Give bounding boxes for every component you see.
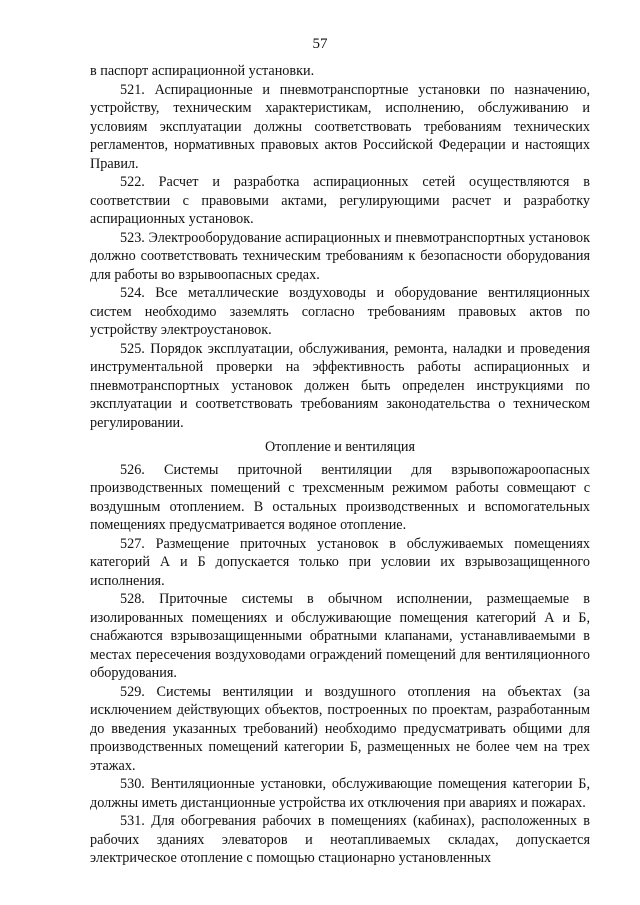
page-number: 57 <box>312 36 328 52</box>
paragraph-526: 526. Системы приточной вентиляции для взрывопожароопасных производственных помещений с трехсменным режимом работы совмещают с воздушным отоплением. В остальных производственных и вспомогательных помещениях предусматривается водяное отопление. <box>90 461 590 533</box>
section-heading: Отопление и вентиляция <box>264 439 416 455</box>
paragraph-531: 531. Для обогревания рабочих в помещениях (кабинах), расположенных в рабочих зданиях элеваторов и неотапливаемых складах, допускается электрическое отопление с помощью стационарно установленных <box>90 813 590 866</box>
paragraph-521: 521. Аспирационные и пневмотранспортные установки по назначению, устройству, техническим характеристикам, исполнению, обслуживанию и условиям эксплуатации должны соответствовать требованиям технических регламентов, нормативных правовых актов Российской Федерации и настоящих Правил. <box>90 81 590 172</box>
paragraph-523: 523. Электрооборудование аспирационных и пневмотранспортных установок должно соответствовать техническим требованиям к безопасности оборудования для работы во взрывоопасных средах. <box>90 229 590 283</box>
paragraph-528: 528. Приточные системы в обычном исполнении, размещаемые в изолированных помещениях и обслуживающие помещения категорий А и Б, снабжаются взрывозащищенными обратными клапанами, устанавливаемыми в местах пересечения воздуховодами ограждений помещений для вентиляционного оборудования. <box>90 591 590 681</box>
paragraph-529: 529. Системы вентиляции и воздушного отопления на объектах (за исключением действующих объектов, построенных по проектам, разработанным до введения указанных требований) необходимо предусматривать общими для производственных помещений категории Б, размещенных не более чем на трех этажах. <box>90 683 590 774</box>
paragraph-527: 527. Размещение приточных установок в обслуживаемых помещениях категорий А и Б допускается только при условии их взрывозащищенного исполнения. <box>90 535 590 589</box>
page-content <box>90 62 590 868</box>
paragraph-530: 530. Вентиляционные установки, обслуживающие помещения категории Б, должны иметь дистанционные устройства их отключения при авариях и пожарах. <box>90 776 590 811</box>
paragraph-522: 522. Расчет и разработка аспирационных сетей осуществляются в соответствии с правовыми актами, регулирующими расчет и разработку аспирационных установок. <box>90 174 590 227</box>
paragraph-525: 525. Порядок эксплуатации, обслуживания, ремонта, наладки и проведения инструментальной проверки на эффективность работы аспирационных и пневмотранспортных установок должен быть определен инструкциями по эксплуатации и соответствовать требованиям законодательства о техническом регулировании. <box>90 340 590 431</box>
paragraph-continuation: в паспорт аспирационной установки. <box>90 63 315 79</box>
paragraph-524: 524. Все металлические воздуховоды и оборудование вентиляционных систем необходимо заземлять согласно требованиям правовых актов по устройству электроустановок. <box>90 285 590 338</box>
